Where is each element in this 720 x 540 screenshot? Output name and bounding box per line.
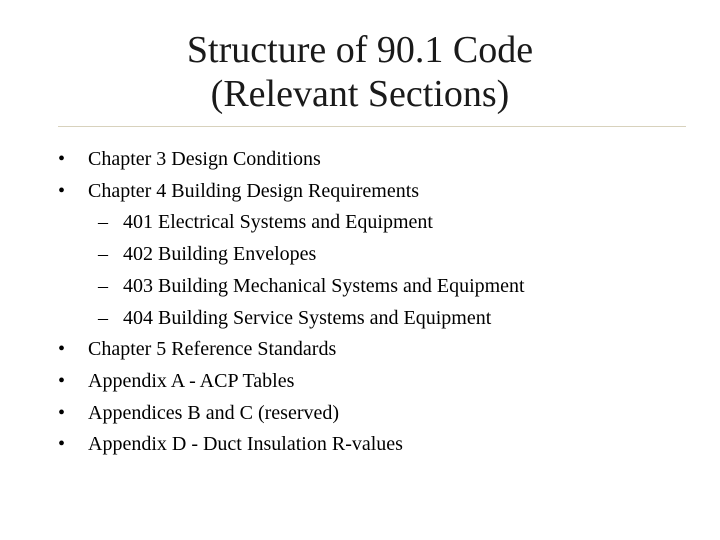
sub-item-403 (58, 271, 698, 303)
slide-title (150, 28, 570, 116)
bullet-icon: • (58, 401, 66, 424)
list-item-text: Chapter 4 Building Design Requirements (88, 179, 420, 202)
bullet-icon: • (58, 179, 66, 202)
list-item-appendices-b-c (58, 398, 698, 430)
list-item-text: Appendices B and C (reserved) (88, 401, 340, 424)
dash-icon: – (98, 306, 108, 329)
list-item-text: 403 Building Mechanical Systems and Equipment (123, 274, 525, 297)
dash-icon: – (98, 243, 108, 266)
list-item-text: Appendix D - Duct Insulation R-values (88, 433, 403, 456)
content-bullet-list (58, 144, 698, 461)
bullet-icon: • (58, 369, 66, 392)
list-item-chapter-4 (58, 176, 698, 208)
list-item-text: 401 Electrical Systems and Equipment (123, 211, 433, 234)
list-item-appendix-a (58, 366, 698, 398)
list-item-chapter-5 (58, 334, 698, 366)
list-item-text: Chapter 5 Reference Standards (88, 338, 337, 361)
sub-item-401 (58, 207, 698, 239)
list-item-text: 404 Building Service Systems and Equipment (123, 306, 492, 329)
list-item-appendix-d (58, 429, 698, 461)
slide-title-line-1: Structure of 90.1 Code (186, 29, 534, 71)
bullet-icon: • (58, 338, 66, 361)
slide-title-line-2: (Relevant Sections) (210, 73, 510, 115)
dash-icon: – (98, 211, 108, 234)
list-item-text: Chapter 3 Design Conditions (88, 148, 321, 170)
bullet-icon: • (58, 433, 66, 456)
sub-item-402 (58, 239, 698, 271)
list-item-chapter-3 (58, 144, 698, 176)
sub-item-404 (58, 303, 698, 335)
title-divider (58, 126, 686, 127)
dash-icon: – (98, 274, 108, 297)
list-item-text: 402 Building Envelopes (123, 243, 317, 266)
list-item-text: Appendix A - ACP Tables (88, 369, 295, 392)
bullet-icon: • (58, 148, 66, 170)
